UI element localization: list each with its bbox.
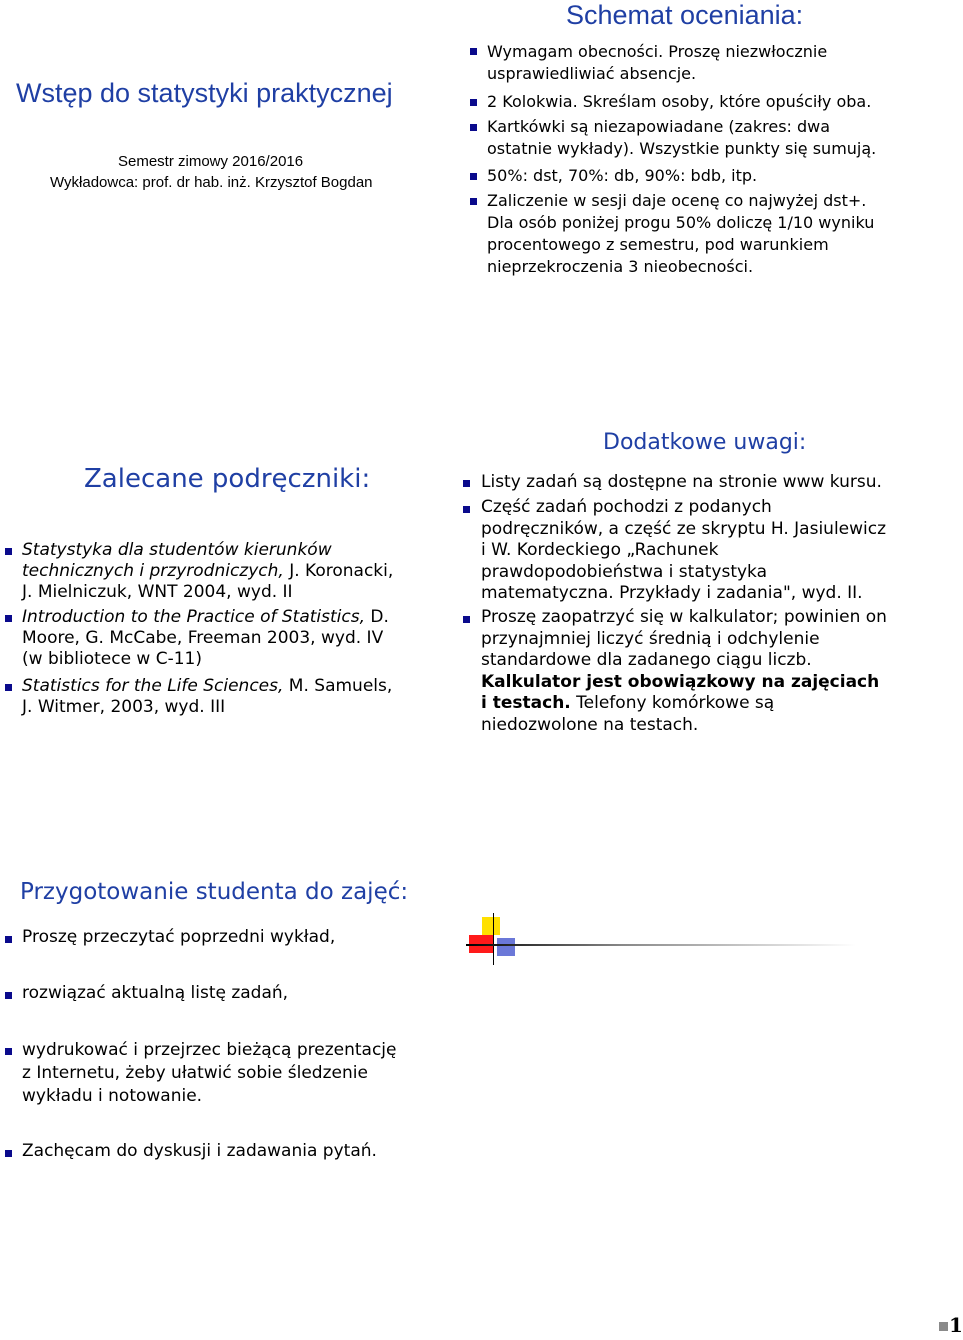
slide-5-title: Przygotowanie studenta do zajęć: <box>20 879 409 905</box>
book-item: Introduction to the Practice of Statistics, D. Moore, G. McCabe, Freeman 2003, wyd. IV (w bibliotece w C-11) <box>22 607 389 669</box>
page-number-text: 1 <box>949 1313 963 1337</box>
deco-yellow-square <box>482 917 500 935</box>
slide-3-title: Zalecane podręczniki: <box>84 464 371 494</box>
bullet-icon <box>5 548 12 555</box>
slide-4-title: Dodatkowe uwagi: <box>603 430 807 455</box>
slide-1-title: Wstęp do statystyki praktycznej <box>16 78 393 108</box>
page-number-square-icon <box>939 1322 948 1331</box>
note-item: Proszę zaopatrzyć się w kalkulator; powinien on przynajmniej liczyć średnią i odchylenie standardowe dla zadanego ciągu liczb. Kalkulator jest obowiązkowy na zajęciach i testach. Telefony komórkowe są niedozwolone na testach. <box>481 607 887 735</box>
bullet-icon <box>5 615 12 622</box>
bullet-icon <box>5 1048 12 1055</box>
note-item: Część zadań pochodzi z podanych podręczników, a część ze skryptu H. Jasiulewicz i W. Kordeckiego „Rachunek prawdopodobieństwa i statystyka matematyczna. Przykłady i zadania", wyd. II. <box>481 497 887 603</box>
deco-blue-square <box>497 938 515 956</box>
prep-item: rozwiązać aktualną listę zadań, <box>22 983 289 1003</box>
prep-item: wydrukować i przejrzec bieżącą prezentację z Internetu, żeby ułatwić sobie śledzenie wykładu i notowanie. <box>22 1040 397 1106</box>
deco-vertical-line <box>493 913 494 965</box>
book-item: Statystyka dla studentów kierunków technicznych i przyrodniczych, J. Koronacki, J. Mielniczuk, WNT 2004, wyd. II <box>22 540 394 602</box>
bullet-icon <box>463 616 470 623</box>
bullet-icon <box>5 1150 12 1157</box>
prep-item: Proszę przeczytać poprzedni wykład, <box>22 927 336 947</box>
semester-text: Semestr zimowy 2016/2016 <box>118 153 304 170</box>
slide-2-title: Schemat oceniania: <box>566 0 804 30</box>
bullet-icon <box>463 506 470 513</box>
bullet-icon <box>470 198 477 205</box>
bullet-icon <box>5 992 12 999</box>
list-item: 2 Kolokwia. Skreślam osoby, które opuściły oba. <box>487 92 872 111</box>
bullet-icon <box>470 124 477 131</box>
list-item: 50%: dst, 70%: db, 90%: bdb, itp. <box>487 166 758 185</box>
lecturer-text: Wykładowca: prof. dr hab. inż. Krzysztof Bogdan <box>50 174 373 191</box>
bullet-icon <box>470 99 477 106</box>
prep-item: Zachęcam do dyskusji i zadawania pytań. <box>22 1141 377 1161</box>
bullet-icon <box>5 684 12 691</box>
list-item: Kartkówki są niezapowiadane (zakres: dwa ostatnie wykłady). Wszystkie punkty się sumują. <box>487 117 877 158</box>
bullet-icon <box>470 48 477 55</box>
bullet-icon <box>463 480 470 487</box>
list-item: Zaliczenie w sesji daje ocenę co najwyżej dst+. Dla osób poniżej progu 50% doliczę 1/10 wyniku procentowego z semestru, pod warunkiem nieprzekroczenia 3 nieobecności. <box>487 191 875 276</box>
book-item: Statistics for the Life Sciences, M. Samuels, J. Witmer, 2003, wyd. III <box>22 676 393 717</box>
list-item: Wymagam obecności. Proszę niezwłocznie usprawiedliwiać absencje. <box>487 42 828 83</box>
deco-horizontal-line <box>466 944 856 946</box>
bullet-icon <box>5 936 12 943</box>
note-item: Listy zadań są dostępne na stronie www kursu. <box>481 472 882 492</box>
bullet-icon <box>470 173 477 180</box>
